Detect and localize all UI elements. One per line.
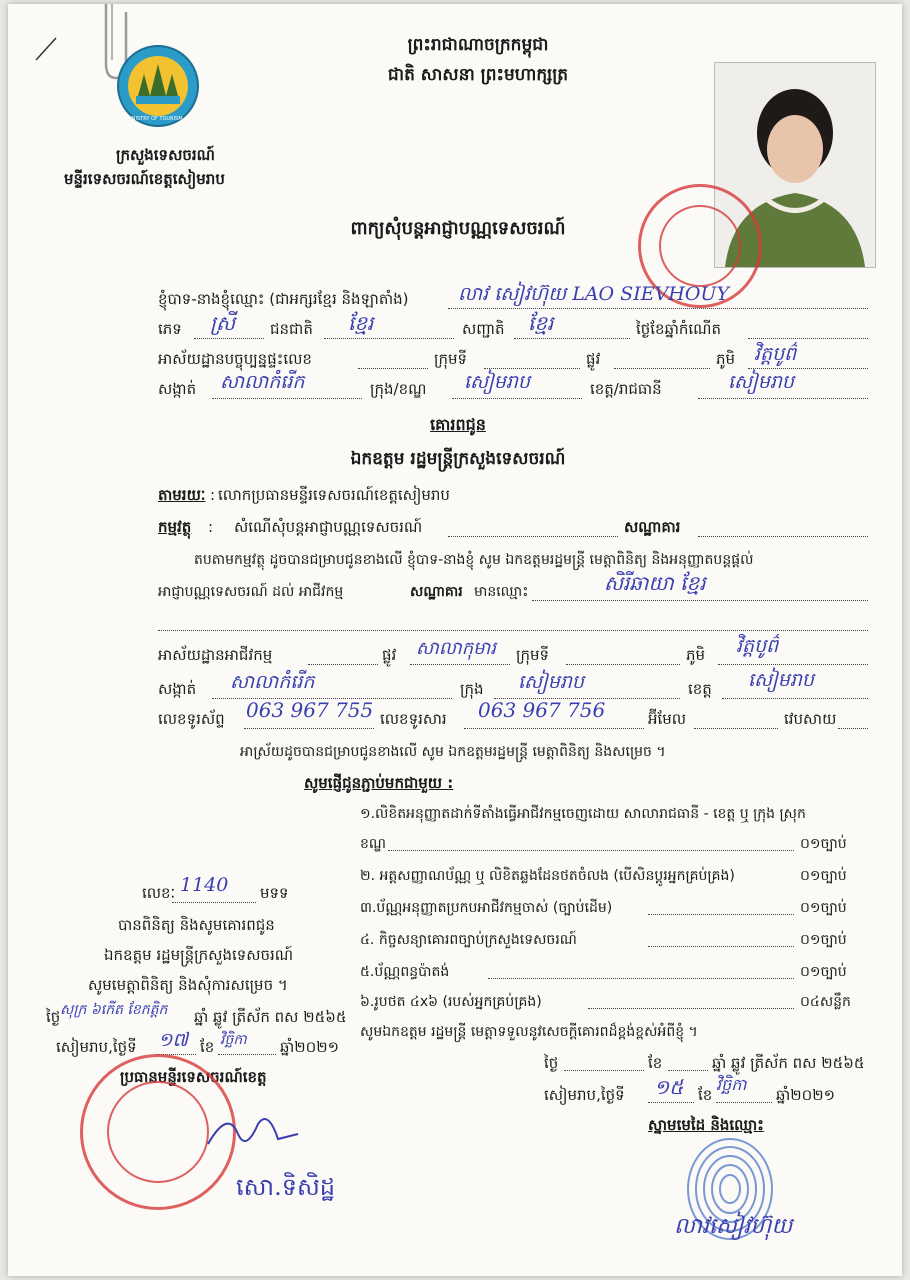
commune-value: សាលាកំរើក (220, 371, 305, 393)
left-number-label: លេខៈ (142, 884, 176, 902)
business-name: សិរីឆាយា ខ្មែរ (604, 571, 706, 595)
attach-item-6: ៦.រូបថត ៤x៦ (របស់អ្នកគ្រប់គ្រង) (360, 994, 542, 1010)
left-date-lunar-hand: សុក្រ ៦កើត ខែកត្តិក (60, 1002, 168, 1018)
body-line-2-name-label: មានឈ្មោះ (474, 584, 529, 600)
pen-mark-icon (32, 34, 62, 64)
attach-item-3: ៣.ប័ណ្ណអនុញ្ញាតប្រកបអាជីវកម្មចាស់ (ច្បាប់ដើម) (360, 900, 613, 916)
left-line-2: បានពិនិត្យ និងសូមគោរពជូន (118, 916, 275, 934)
right-date-day-label: ថ្ងៃ (544, 1054, 559, 1072)
email-label: អ៊ីមែល (648, 710, 687, 728)
biz-village-label: ភូមិ (686, 646, 706, 664)
body-line-1: តបតាមកម្មវត្ថុ ដូចបានជម្រាបជូនខាងលើ ខ្ញុំបាទ-នាងខ្ញុំ សូម ឯកឧត្តមរដ្ឋមន្ត្រី មេត្តាពិនិត្យ និងអនុញ្ញាតបន្តផ្តល់ (194, 552, 754, 568)
attach-item-4: ៤. កិច្ចសន្យាគោរពច្បាប់ក្រសួងទេសចរណ៍ (360, 932, 577, 948)
commune-label: សង្កាត់ (158, 380, 197, 398)
dob-label: ថ្ងៃខែឆ្នាំកំណើត (636, 320, 721, 338)
left-number-suffix: មទទ (260, 884, 289, 902)
village-label: ភូមិ (716, 350, 736, 368)
attach-count-6: ០៤សន្លឹក (800, 994, 851, 1010)
biz-commune-value: សាលាកំរើក (230, 671, 315, 693)
right-date-year: ឆ្នាំ២០២១ (776, 1086, 835, 1104)
left-date-year: ឆ្នាំ២០២១ (280, 1038, 339, 1056)
biz-street-label: ផ្លូវ (382, 646, 397, 664)
website-label: វេបសាយ (784, 710, 837, 728)
left-date-month-label: ខែ (200, 1038, 215, 1056)
city-value: សៀមរាប (464, 371, 530, 393)
respect-heading: គោរពជូន (430, 415, 486, 434)
sex-label: ភេទ (158, 320, 182, 338)
director-signature-icon (198, 1104, 308, 1154)
fax-label: លេខទូរសារ (380, 710, 447, 728)
biz-group-label: ក្រុមទី (516, 646, 550, 664)
right-date-month: វិច្ឆិកា (716, 1075, 747, 1094)
attach-item-5: ៥.ប័ណ្ណពន្ធប៉ាតង់ (360, 964, 450, 980)
applicant-signature: លាវសៀវហ៊ុយ (674, 1214, 793, 1239)
closing-sentence: អាស្រ័យដូចបានជម្រាបជូនខាងលើ សូម ឯកឧត្តមរដ្ឋមន្ត្រី មេត្តាពិនិត្យ និងសម្រេច ។ (240, 744, 666, 760)
province-label: ខេត្ត/រាជធានី (590, 380, 662, 398)
name-value: លាវ សៀវហ៊ុយ LAO SIEVHOUY (458, 283, 729, 305)
left-date-day: ១៧ (158, 1029, 188, 1051)
left-date-lunar: ឆ្នាំ ឆ្លូវ ត្រីស័ក ពស ២៥៦៥ (194, 1008, 347, 1026)
body-line-2-type: សណ្ឋាគារ (410, 584, 463, 600)
attach-item-1b: ខណ្ឌ (360, 836, 386, 852)
body-line-2-prefix: អាជ្ញាបណ្ណទេសចរណ៍ ដល់ អាជីវកម្ម (158, 584, 344, 600)
biz-city-value: សៀមរាប (518, 671, 584, 693)
logo-caption: MINISTRY OF TOURISM (126, 116, 183, 122)
attach-count-4: ០១ច្បាប់ (800, 932, 847, 948)
left-number-value: 1140 (180, 874, 229, 896)
director-name: សោ.ទិសិដ្ឋ (236, 1173, 336, 1201)
form-title: ពាក្យសុំបន្តអាជ្ញាបណ្ណទេសចរណ៍ (350, 218, 566, 239)
kingdom-title: ព្រះរាជាណាចក្រកម្ពុជា (407, 35, 549, 55)
biz-village-value: វិត្តបូព៌ (736, 635, 779, 657)
nationality-label: សញ្ជាតិ (462, 320, 505, 338)
addr-label: អាស័យដ្ឋានបច្ចុប្បន្នផ្ទះលេខ (158, 350, 312, 368)
mobile-value: 063 967 755 (246, 698, 374, 722)
attach-count-1: ០១ច្បាប់ (800, 836, 847, 852)
name-label: ខ្ញុំបាទ-នាងខ្ញុំឈ្មោះ (ជាអក្សរខ្មែរ និងឡាតាំង) (158, 290, 409, 308)
national-motto: ជាតិ សាសនា ព្រះមហាក្សត្រ (387, 65, 569, 85)
subject-type: សណ្ឋាគារ (624, 518, 681, 536)
right-date-month-label-2: ខែ (698, 1086, 713, 1104)
biz-city-label: ក្រុង (460, 680, 484, 698)
addressee: ឯកឧត្តម រដ្ឋមន្ត្រីក្រសួងទេសចរណ៍ (350, 449, 566, 469)
left-date-place: សៀមរាប,ថ្ងៃទី (56, 1038, 137, 1056)
fax-value: 063 967 756 (478, 698, 606, 722)
group-label: ក្រុមទី (434, 350, 468, 368)
ethnicity-value: ខ្មែរ (348, 311, 374, 335)
mobile-label: លេខទូរស័ព្ទ (158, 710, 225, 728)
city-label: ក្រុង/ខណ្ឌ (370, 380, 427, 398)
attach-count-3: ០១ច្បាប់ (800, 900, 847, 916)
department-name: មន្ទីរទេសចរណ៍ខេត្តសៀមរាប (64, 170, 225, 188)
via-text: លោកប្រធានមន្ទីរទេសចរណ៍ខេត្តសៀមរាប (218, 486, 450, 504)
left-date-day-label: ថ្ងៃ (46, 1008, 61, 1026)
street-label: ផ្លូវ (586, 350, 601, 368)
right-date-month-label: ខែ (648, 1054, 663, 1072)
right-date-lunar: ឆ្នាំ ឆ្លូវ ត្រីស័ក ពស ២៥៦៥ (712, 1054, 865, 1072)
ministry-logo (116, 44, 200, 128)
left-line-3: ឯកឧត្តម រដ្ឋមន្ត្រីក្រសួងទេសចរណ៍ (104, 946, 294, 964)
village-value: វិត្តបូព៌ (754, 343, 797, 365)
thumbprint-label: ស្នាមមេដៃ និងឈ្មោះ (648, 1116, 764, 1134)
left-line-4: សូមមេត្តាពិនិត្យ និងសុំការសម្រេច ។ (88, 976, 288, 994)
attach-count-5: ០១ច្បាប់ (800, 964, 847, 980)
left-date-month: វិច្ឆិកា (220, 1032, 247, 1048)
nationality-value: ខ្មែរ (528, 311, 554, 335)
biz-street-value: សាលាកុមារ (416, 638, 496, 659)
subject-text: សំណើសុំបន្តអាជ្ញាបណ្ណទេសចរណ៍ (234, 518, 423, 536)
attach-count-2: ០១ច្បាប់ (800, 868, 847, 884)
via-label: តាមរយៈ (158, 486, 206, 504)
request-end: សូមឯកឧត្តម រដ្ឋមន្ត្រី មេត្តាទទួលនូវសេចក្តីគោរពដ៏ខ្ពង់ខ្ពស់អំពីខ្ញុំ ។ (360, 1024, 698, 1040)
right-date-day: ១៥ (654, 1075, 684, 1099)
attach-item-2: ២. អត្តសញ្ញាណប័ណ្ណ ឬ លិខិតឆ្លងដែនថតចំលង (បើសិនប្តូរអ្នកគ្រប់គ្រង) (360, 868, 735, 884)
sex-value: ស្រី (210, 311, 235, 335)
ethnicity-label: ជនជាតិ (270, 320, 313, 338)
biz-commune-label: សង្កាត់ (158, 680, 197, 698)
ministry-name: ក្រសួងទេសចរណ៍ (116, 146, 215, 164)
document-page: MINISTRY OF TOURISM ព្រះរាជាណាចក្រកម្ពុជា ជាតិ សាសនា ព្រះមហាក្សត្រ ក្រសួងទេសចរណ៍ មន្ទីរទេសចរណ៍ខេត្តសៀមរាប ពាក្យសុំបន្តអាជ្ញាបណ្ណទេសចរណ៍ ខ្ញុំបាទ-នាងខ្ញុំឈ្មោះ (ជាអក្សរខ្មែរ និងឡាតាំង) លាវ សៀវហ៊ុយ LAO SIEVHOUY ភេទ ស្រី ជនជាតិ ខ្មែរ សញ្ជាតិ ខ្មែរ ថ្ងៃខែឆ្នាំកំណើត អាស័យដ្ឋានបច្ចុប្បន្នផ្ទះលេខ ក្រុមទី ផ្លូវ ភូមិ វិត្តបូព៌ សង្កាត់ សាលាកំរើក ក្រុង/ខណ្ឌ សៀមរាប ខេត្ត/រាជធានី សៀមរាប គោរពជូន ឯកឧត្តម រដ្ឋមន្ត្រីក្រសួងទេសចរណ៍ តាមរយៈ លោកប្រធានមន្ទីរទេសចរណ៍ខេត្តសៀមរាប : កម្មវត្ថុ : សំណើសុំបន្តអាជ្ញាបណ្ណទេសចរណ៍ សណ្ឋាគារ តបតាមកម្មវត្ថុ ដូចបានជម្រាបជូនខាងលើ ខ្ញុំបាទ-នាងខ្ញុំ សូម ឯកឧត្តមរដ្ឋមន្ត្រី មេត្តាពិនិត្យ និងអនុញ្ញាតបន្តផ្តល់ អាជ្ញាបណ្ណទេសចរណ៍ ដល់ អាជីវកម្ម សណ្ឋាគារ មានឈ្មោះ សិរីឆាយា ខ្មែរ អាស័យដ្ឋានអាជីវកម្ម ផ្លូវ សាលាកុមារ ក្រុមទី ភូមិ វិត្តបូព៌ សង្កាត់ សាលាកំរើក ក្រុង សៀមរាប ខេត្ត សៀមរាប លេខទូរស័ព្ទ 063 967 755 លេខទូរសារ 063 967 756 អ៊ីមែល វេបសាយ អាស្រ័យដូចបានជម្រាបជូនខាងលើ សូម ឯកឧត្តមរដ្ឋមន្ត្រី មេត្តាពិនិត្យ និងសម្រេច ។ សូមផ្ញើជូនភ្ជាប់មកជាមួយ : ១.លិខិតអនុញ្ញាតដាក់ទីតាំងធ្វើអាជីវកម្មចេញដោយ សាលារាជធានី - ខេត្ត ឬ ក្រុង ស្រុក ខណ្ឌ ០១ច្បាប់ ២. អត្តសញ្ញាណប័ណ្ណ ឬ លិខិតឆ្លងដែនថតចំលង (បើសិនប្តូរអ្នកគ្រប់គ្រង) ០១ច្បាប់ ៣.ប័ណ្ណអនុញ្ញាតប្រកបអាជីវកម្មចាស់ (ច្បាប់ដើម) ០១ច្បាប់ ៤. កិច្ចសន្យាគោរពច្បាប់ក្រសួងទេសចរណ៍ ០១ច្បាប់ ៥.ប័ណ្ណពន្ធប៉ាតង់ ០១ច្បាប់ ៦.រូបថត ៤x៦ (របស់អ្នកគ្រប់គ្រង) ០៤សន្លឹក សូមឯកឧត្តម រដ្ឋមន្ត្រី មេត្តាទទួលនូវសេចក្តីគោរពដ៏ខ្ពង់ខ្ពស់អំពីខ្ញុំ ។ ថ្ងៃ ខែ ឆ្នាំ ឆ្លូវ ត្រីស័ក ពស ២៥៦៥ សៀមរាប,ថ្ងៃទី ១៥ ខែ វិច្ឆិកា ឆ្នាំ២០២១ ស្នាមមេដៃ និងឈ្មោះ លាវសៀវហ៊ុយ លេខៈ 1140 មទទ បានពិនិត្យ និងសូមគោរពជូន ឯកឧត្តម រដ្ឋមន្ត្រីក្រសួងទេសចរណ៍ សូមមេត្តាពិនិត្យ និងសុំការសម្រេច ។ ថ្ងៃ សុក្រ ៦កើត ខែកត្តិក ឆ្នាំ ឆ្លូវ ត្រីស័ក ពស ២៥៦៥ សៀមរាប,ថ្ងៃទី ១៧ ខែ វិច្ឆិកា ឆ្នាំ២០២១ ប្រធានមន្ទីរទេសចរណ៍ខេត្ត សោ.ទិសិដ្ឋ (8, 4, 902, 1276)
biz-province-value: សៀមរាប (748, 669, 814, 691)
attach-item-1: ១.លិខិតអនុញ្ញាតដាក់ទីតាំងធ្វើអាជីវកម្មចេញដោយ សាលារាជធានី - ខេត្ត ឬ ក្រុង ស្រុក (360, 806, 806, 822)
director-title: ប្រធានមន្ទីរទេសចរណ៍ខេត្ត (120, 1068, 267, 1086)
subject-label: កម្មវត្ថុ (158, 518, 192, 536)
province-value: សៀមរាប (728, 371, 794, 393)
biz-addr-label: អាស័យដ្ឋានអាជីវកម្ម (158, 646, 273, 664)
right-date-place: សៀមរាប,ថ្ងៃទី (544, 1086, 625, 1104)
attach-title: សូមផ្ញើជូនភ្ជាប់មកជាមួយ : (304, 774, 454, 792)
biz-province-label: ខេត្ត (688, 680, 712, 698)
